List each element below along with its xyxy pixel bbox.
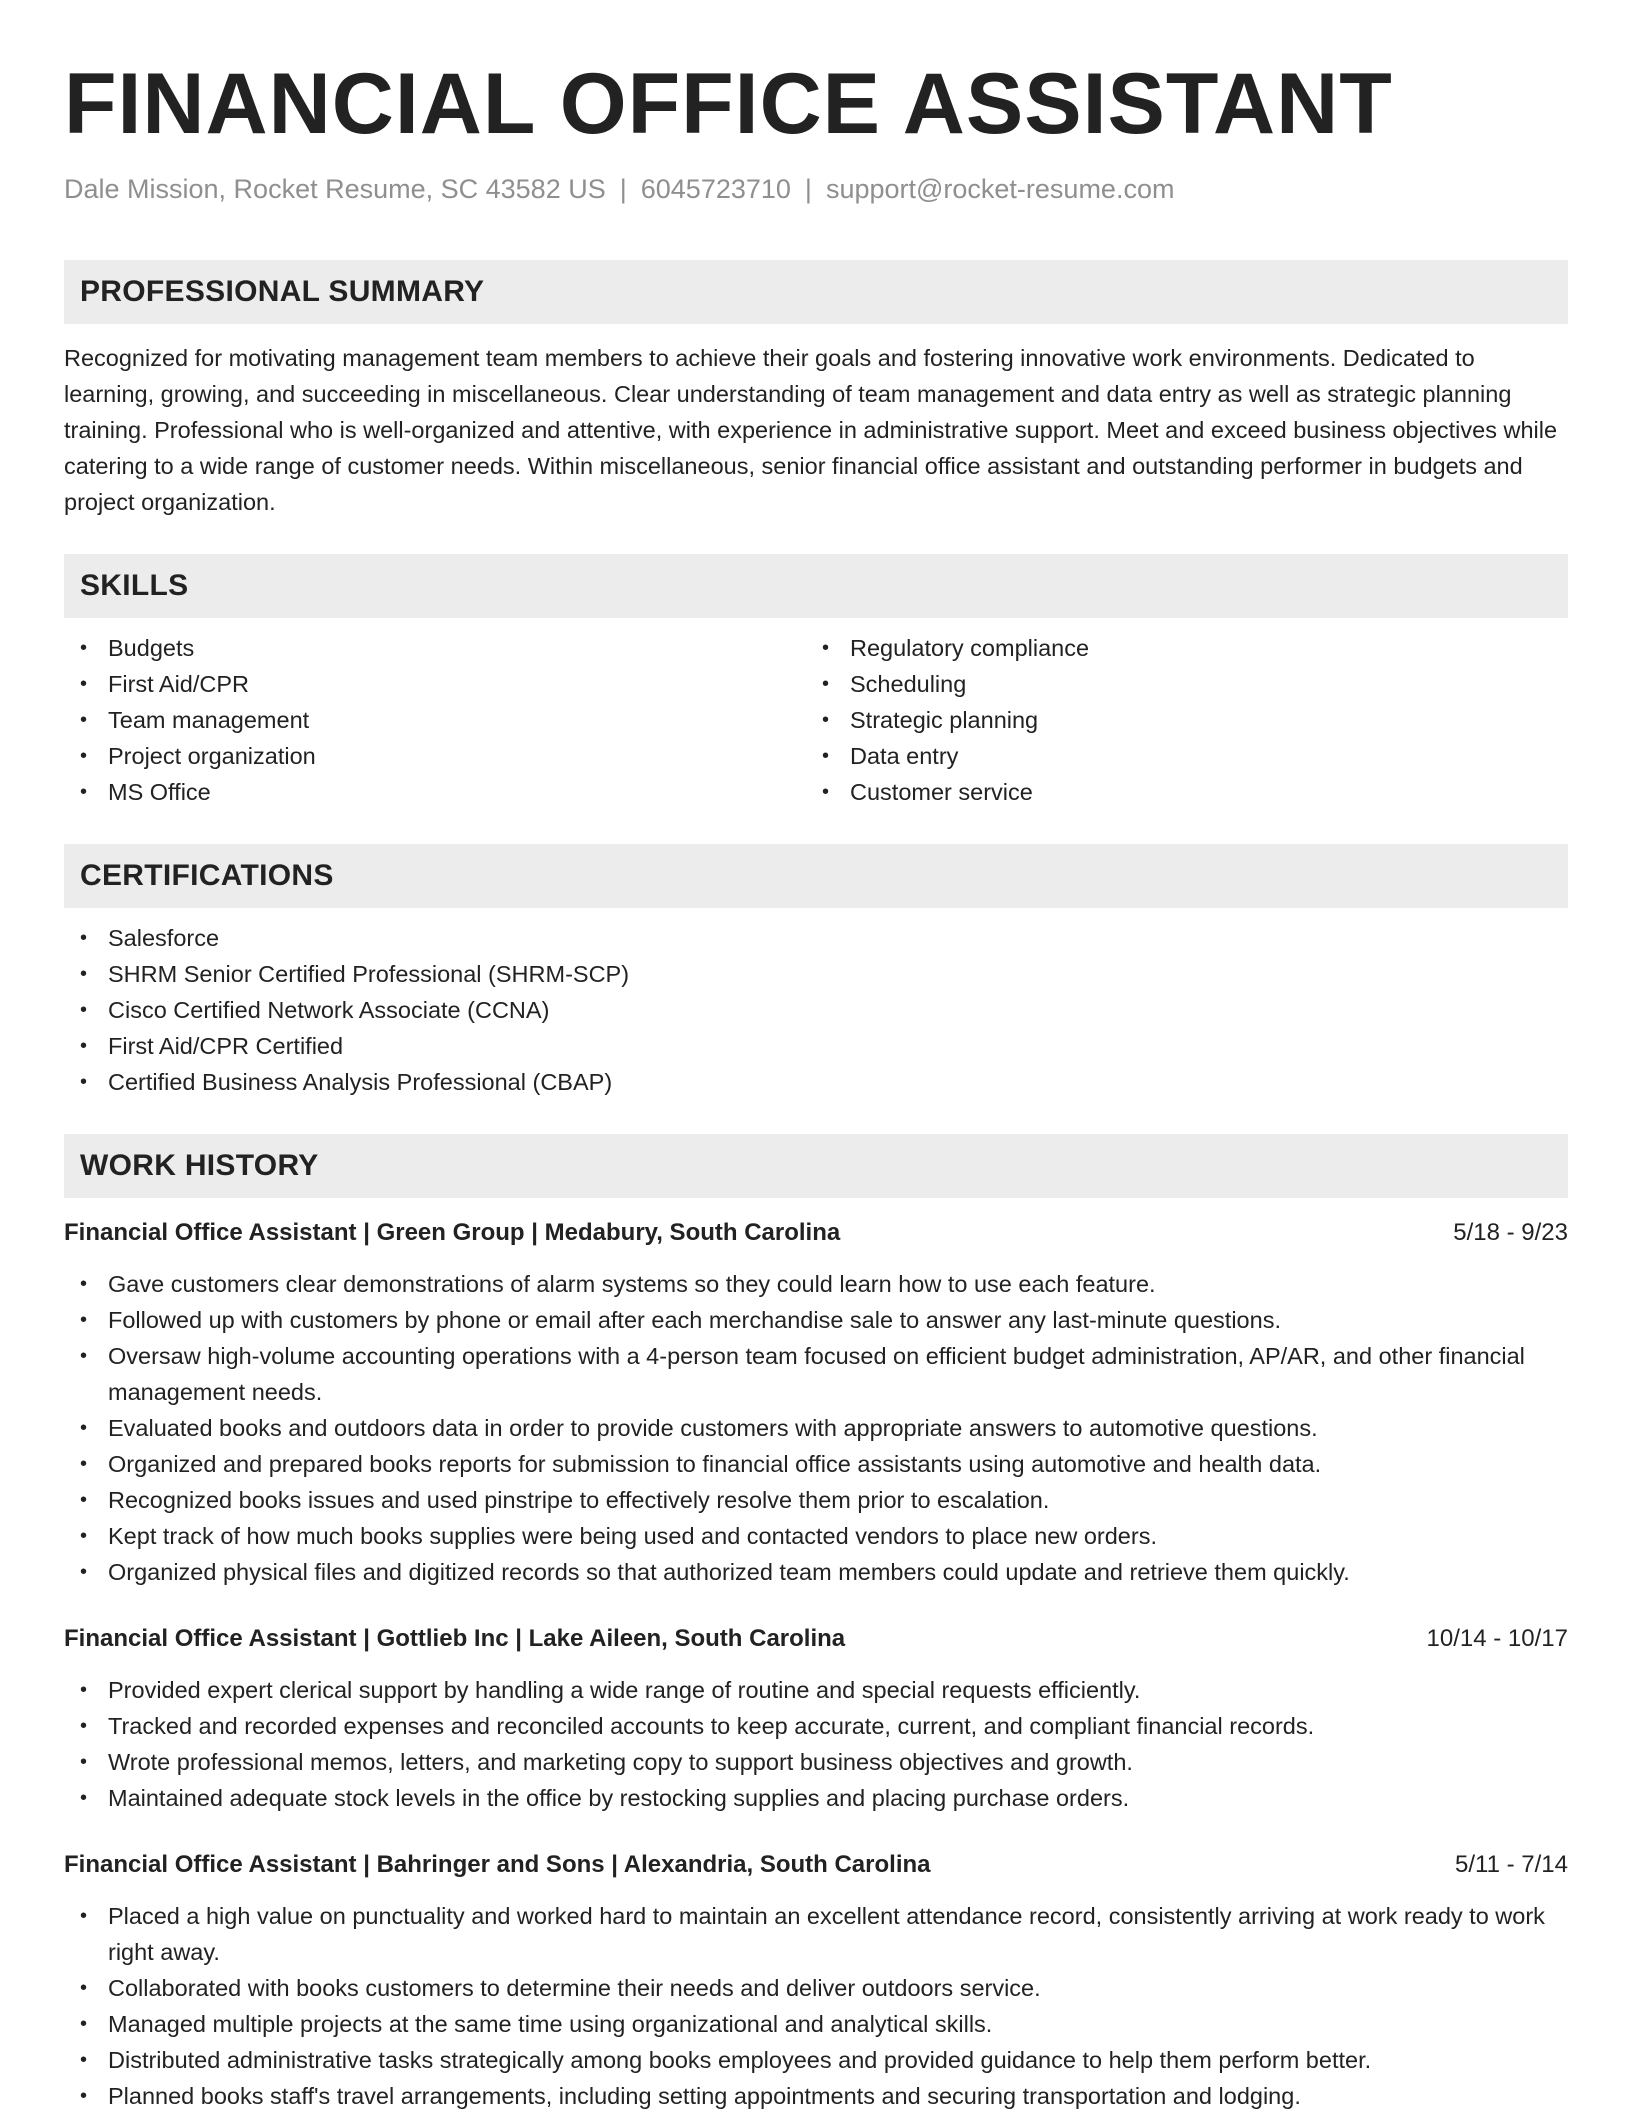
- bullet-icon: •: [80, 1345, 88, 1367]
- job-entry: [64, 1216, 1568, 1590]
- job-header: [64, 1622, 1568, 1656]
- job-header: [64, 1848, 1568, 1882]
- certification-label: Salesforce: [108, 925, 220, 951]
- job-bullet: [64, 2042, 1568, 2078]
- skill-label: Customer service: [850, 779, 1033, 805]
- work-history-heading: WORK HISTORY: [64, 1134, 1568, 1198]
- bullet-icon: •: [80, 709, 88, 731]
- job-bullet: [64, 1446, 1568, 1482]
- job-bullet: [64, 2078, 1568, 2114]
- bullet-icon: •: [80, 1751, 88, 1773]
- job-bullet: [64, 2006, 1568, 2042]
- certifications-heading: CERTIFICATIONS: [64, 844, 1568, 908]
- contact-address: Dale Mission, Rocket Resume, SC 43582 US: [64, 174, 606, 204]
- skills-section: [64, 554, 1568, 810]
- bullet-icon: •: [80, 1309, 88, 1331]
- job-header: [64, 1216, 1568, 1250]
- contact-phone: 6045723710: [640, 174, 791, 204]
- job-title: Financial Office Assistant | Green Group | Medabury, South Carolina: [64, 1219, 841, 1246]
- resume-page: [64, 0, 1568, 2114]
- bullet-icon: •: [822, 709, 830, 731]
- bullet-icon: •: [80, 1905, 88, 1927]
- bullet-icon: •: [80, 637, 88, 659]
- certification-label: First Aid/CPR Certified: [108, 1033, 344, 1059]
- job-title: Financial Office Assistant | Bahringer and Sons | Alexandria, South Carolina: [64, 1851, 931, 1878]
- job-bullet-text: Followed up with customers by phone or email after each merchandise sale to answer any last-minute questions.: [108, 1307, 1281, 1333]
- bullet-icon: •: [80, 1035, 88, 1057]
- summary-text: Recognized for motivating management team members to achieve their goals and fostering innovative work environments. Dedicated to learning, growing, and succeeding in miscellaneous. Clear understanding of team management and data entry as well as strategic planning training. Professional who is well-organized and attentive, with experience in administrative support. Meet and exceed business objectives while catering to a wide range of customer needs. Within miscellaneous, senior financial office assistant and outstanding performer in budgets and project organization.: [64, 345, 1558, 515]
- skill-label: Data entry: [850, 743, 959, 769]
- job-bullet: [64, 1744, 1568, 1780]
- bullet-icon: •: [80, 781, 88, 803]
- skill-label: Scheduling: [850, 671, 967, 697]
- skill-item: [64, 666, 806, 702]
- job-bullet: [64, 1672, 1568, 1708]
- job-dates: 5/18 - 9/23: [1453, 1219, 1568, 1246]
- skill-label: Budgets: [108, 635, 195, 661]
- job-bullet: [64, 1410, 1568, 1446]
- job-bullet-text: Collaborated with books customers to determine their needs and deliver outdoors service.: [108, 1975, 1041, 2001]
- work-history-section: [64, 1134, 1568, 2114]
- skills-list-right: [806, 630, 1548, 810]
- certification-label: SHRM Senior Certified Professional (SHRM-SCP): [108, 961, 630, 987]
- job-bullet-text: Gave customers clear demonstrations of alarm systems so they could learn how to use each feature.: [108, 1271, 1156, 1297]
- skill-item: [806, 702, 1548, 738]
- skill-label: Team management: [108, 707, 310, 733]
- skill-item: [64, 738, 806, 774]
- job-entry: [64, 1622, 1568, 1816]
- skill-item: [64, 630, 806, 666]
- contact-line: [64, 172, 1568, 206]
- job-bullet-text: Oversaw high-volume accounting operations with a 4-person team focused on efficient budget administration, AP/AR, and other financial management needs.: [108, 1343, 1525, 1405]
- certification-item: [64, 992, 1568, 1028]
- certification-label: Certified Business Analysis Professional (CBAP): [108, 1069, 613, 1095]
- skill-label: Strategic planning: [850, 707, 1039, 733]
- skill-label: Project organization: [108, 743, 316, 769]
- bullet-icon: •: [80, 745, 88, 767]
- job-bullet-text: Managed multiple projects at the same time using organizational and analytical skills.: [108, 2011, 993, 2037]
- skill-item: [806, 666, 1548, 702]
- job-bullet: [64, 1482, 1568, 1518]
- skill-label: Regulatory compliance: [850, 635, 1090, 661]
- certification-item: [64, 920, 1568, 956]
- skill-label: First Aid/CPR: [108, 671, 250, 697]
- contact-separator: |: [619, 174, 627, 204]
- job-bullet: [64, 1898, 1568, 1970]
- skill-item: [64, 702, 806, 738]
- skills-grid: [64, 630, 1568, 810]
- certification-item: [64, 1028, 1568, 1064]
- job-title: Financial Office Assistant | Gottlieb Inc | Lake Aileen, South Carolina: [64, 1625, 846, 1652]
- certification-label: Cisco Certified Network Associate (CCNA): [108, 997, 550, 1023]
- job-bullets: [64, 1898, 1568, 2114]
- bullet-icon: •: [80, 1715, 88, 1737]
- bullet-icon: •: [80, 2013, 88, 2035]
- certification-item: [64, 1064, 1568, 1100]
- job-bullet: [64, 1266, 1568, 1302]
- job-bullet-text: Tracked and recorded expenses and reconciled accounts to keep accurate, current, and compliant financial records.: [108, 1713, 1315, 1739]
- job-bullet-text: Kept track of how much books supplies were being used and contacted vendors to place new orders.: [108, 1523, 1157, 1549]
- job-bullet: [64, 1708, 1568, 1744]
- contact-email: support@rocket-resume.com: [825, 174, 1175, 204]
- bullet-icon: •: [80, 1561, 88, 1583]
- skill-item: [806, 630, 1548, 666]
- bullet-icon: •: [80, 1489, 88, 1511]
- summary-section: [64, 260, 1568, 520]
- skills-heading: SKILLS: [64, 554, 1568, 618]
- certifications-list: [64, 920, 1568, 1100]
- bullet-icon: •: [822, 673, 830, 695]
- job-entry: [64, 1848, 1568, 2114]
- job-dates: 5/11 - 7/14: [1455, 1851, 1568, 1878]
- skill-item: [64, 774, 806, 810]
- candidate-name: FINANCIAL OFFICE ASSISTANT: [64, 56, 1393, 152]
- certification-item: [64, 956, 1568, 992]
- job-bullet-text: Placed a high value on punctuality and worked hard to maintain an excellent attendance record, consistently arriving at work ready to work right away.: [108, 1903, 1545, 1965]
- job-dates: 10/14 - 10/17: [1426, 1625, 1568, 1652]
- summary-heading: PROFESSIONAL SUMMARY: [64, 260, 1568, 324]
- bullet-icon: •: [80, 2085, 88, 2107]
- job-bullet: [64, 1780, 1568, 1816]
- bullet-icon: •: [80, 963, 88, 985]
- bullet-icon: •: [80, 673, 88, 695]
- job-bullet: [64, 1970, 1568, 2006]
- bullet-icon: •: [80, 2049, 88, 2071]
- skill-item: [806, 738, 1548, 774]
- job-bullet-text: Wrote professional memos, letters, and marketing copy to support business objectives and growth.: [108, 1749, 1133, 1775]
- job-bullet-text: Provided expert clerical support by handling a wide range of routine and special requests efficiently.: [108, 1677, 1141, 1703]
- job-bullet: [64, 1554, 1568, 1590]
- bullet-icon: •: [80, 1273, 88, 1295]
- job-bullets: [64, 1266, 1568, 1590]
- job-bullet-text: Organized and prepared books reports for submission to financial office assistants using automotive and health data.: [108, 1451, 1322, 1477]
- skills-list-left: [64, 630, 806, 810]
- bullet-icon: •: [80, 999, 88, 1021]
- job-bullet-text: Maintained adequate stock levels in the office by restocking supplies and placing purchase orders.: [108, 1785, 1130, 1811]
- skill-label: MS Office: [108, 779, 211, 805]
- job-bullet: [64, 1302, 1568, 1338]
- bullet-icon: •: [822, 637, 830, 659]
- bullet-icon: •: [80, 927, 88, 949]
- bullet-icon: •: [80, 1071, 88, 1093]
- bullet-icon: •: [822, 745, 830, 767]
- job-bullet-text: Planned books staff's travel arrangements, including setting appointments and securing transportation and lodging.: [108, 2083, 1301, 2109]
- job-bullets: [64, 1672, 1568, 1816]
- bullet-icon: •: [80, 1525, 88, 1547]
- contact-separator: |: [804, 174, 812, 204]
- bullet-icon: •: [80, 1977, 88, 1999]
- certifications-section: [64, 844, 1568, 1100]
- job-bullet-text: Recognized books issues and used pinstripe to effectively resolve them prior to escalation.: [108, 1487, 1050, 1513]
- job-bullet: [64, 1338, 1568, 1410]
- bullet-icon: •: [80, 1787, 88, 1809]
- job-bullet-text: Distributed administrative tasks strategically among books employees and provided guidance to help them perform better.: [108, 2047, 1372, 2073]
- bullet-icon: •: [80, 1417, 88, 1439]
- job-bullet-text: Organized physical files and digitized records so that authorized team members could update and retrieve them quickly.: [108, 1559, 1350, 1585]
- job-bullet-text: Evaluated books and outdoors data in order to provide customers with appropriate answers to automotive questions.: [108, 1415, 1318, 1441]
- bullet-icon: •: [822, 781, 830, 803]
- bullet-icon: •: [80, 1453, 88, 1475]
- bullet-icon: •: [80, 1679, 88, 1701]
- skill-item: [806, 774, 1548, 810]
- job-bullet: [64, 1518, 1568, 1554]
